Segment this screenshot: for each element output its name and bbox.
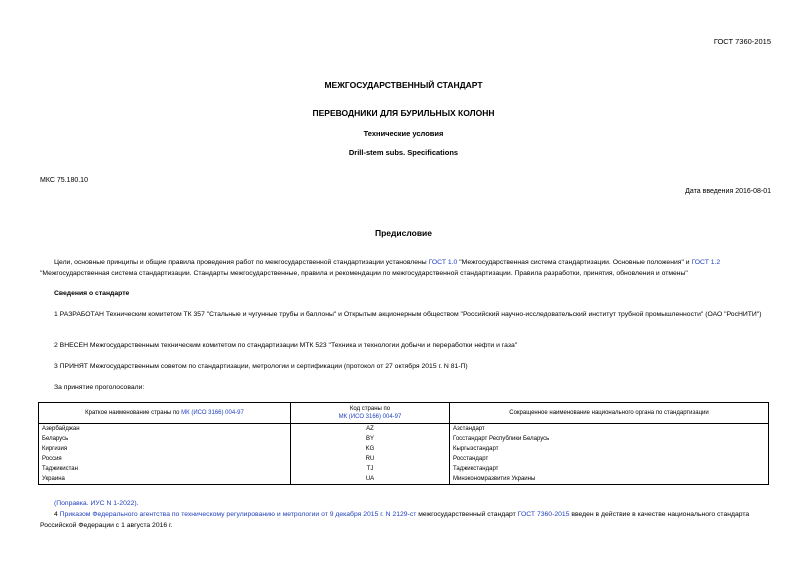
table-row	[39, 464, 769, 474]
cell-code: RU	[291, 454, 450, 464]
item-adopted: 3 ПРИНЯТ Межгосударственным советом по стандартизации, метрологии и сертификации (протокол от 27 октября 2015 г. N 81-П)	[54, 363, 468, 370]
mk-iso-link[interactable]: МК (ИСО 3166) 004-97	[338, 414, 402, 420]
p1-text-c: "Межгосударственная система стандартизации. Стандарты межгосударственные, правила и рекомендации по межгосударственной стандартизации. Правила разработки, принятия, обновления и отмены"	[40, 269, 688, 277]
standard-name-title: ПЕРЕВОДНИКИ ДЛЯ БУРИЛЬНЫХ КОЛОНН	[312, 108, 495, 118]
cell-country: Беларусь	[39, 434, 291, 444]
header-country: Краткое наименование страны по МК (ИСО 3166) 004-97	[39, 403, 291, 424]
foreword-heading: Предисловие	[374, 228, 433, 238]
info-heading: Сведения о стандарте	[54, 290, 130, 297]
cell-country: Азербайджан	[39, 424, 291, 435]
table-row	[39, 474, 769, 485]
item4-suffix: введен в действие в качестве национального стандарта Российской Федерации с 1 августа 2016 г.	[40, 511, 750, 529]
table-row	[39, 454, 769, 464]
item4-middle: межгосударственный стандарт	[416, 511, 518, 518]
p1-text-b: "Межгосударственная система стандартизации. Основные положения" и	[457, 259, 692, 266]
standard-subtitle: Технические условия	[363, 129, 444, 138]
cell-code: KG	[291, 444, 450, 454]
cell-country: Россия	[39, 454, 291, 464]
cell-code: UA	[291, 474, 450, 485]
cell-country: Таджикистан	[39, 464, 291, 474]
header-code: Код страны по МК (ИСО 3166) 004-97	[291, 403, 450, 424]
standard-english-title: Drill-stem subs. Specifications	[348, 148, 459, 157]
cell-code: AZ	[291, 424, 450, 435]
table-row	[39, 434, 769, 444]
header-body: Сокращенное наименование национального органа по стандартизации	[450, 403, 769, 424]
mk-iso-link[interactable]: МК (ИСО 3166) 004-97	[181, 410, 244, 416]
cell-body: Кыргызстандарт	[450, 444, 769, 454]
cell-body: Госстандарт Республики Беларусь	[450, 434, 769, 444]
order-link[interactable]: Приказом Федерального агентства по техническому регулированию и метрологии от 9 декабря 2015 г. N 2129-ст	[59, 511, 417, 518]
cell-country: Украина	[39, 474, 291, 485]
mks-code: МКС 75.180.10	[40, 177, 88, 184]
item-enacted	[40, 510, 770, 531]
cell-body: Минэкономразвития Украины	[450, 474, 769, 485]
table-row	[39, 424, 769, 435]
cell-body: Росстандарт	[450, 454, 769, 464]
cell-code: TJ	[291, 464, 450, 474]
item-developed: 1 РАЗРАБОТАН Техническим комитетом ТК 357 "Стальные и чугунные трубы и баллоны" и Открытым акционерным обществом "Российский научно-исследовательский институт трубной промышленности" (ОАО "РосНИТИ")	[54, 311, 762, 318]
table-row	[39, 444, 769, 454]
amendment-link[interactable]: (Поправка. ИУС N 1-2022).	[54, 500, 139, 507]
cell-code: BY	[291, 434, 450, 444]
table-header-row	[39, 403, 769, 424]
item-submitted: 2 ВНЕСЕН Межгосударственным техническим комитетом по стандартизации МТК 523 "Техника и технологии добычи и переработки нефти и газа"	[54, 342, 518, 349]
item4-prefix: 4	[54, 511, 60, 518]
voting-table	[38, 402, 769, 485]
cell-body: Таджикстандарт	[450, 464, 769, 474]
gost-1-2-link[interactable]: ГОСТ 1.2	[691, 259, 721, 266]
gost-1-0-link[interactable]: ГОСТ 1.0	[428, 259, 458, 266]
voted-label: За принятие проголосовали:	[54, 384, 145, 391]
standard-type-title: МЕЖГОСУДАРСТВЕННЫЙ СТАНДАРТ	[324, 80, 483, 90]
document-code: ГОСТ 7360-2015	[713, 37, 771, 46]
foreword-paragraph	[40, 258, 770, 279]
cell-body: Азстандарт	[450, 424, 769, 435]
gost-7360-link[interactable]: ГОСТ 7360-2015	[517, 511, 570, 518]
p1-text-a: Цели, основные принципы и общие правила проведения работ по межгосударственной стандартизации установлены	[54, 259, 429, 266]
cell-country: Киргизия	[39, 444, 291, 454]
intro-date: Дата введения 2016-08-01	[685, 188, 771, 195]
amendment-note	[54, 499, 784, 510]
